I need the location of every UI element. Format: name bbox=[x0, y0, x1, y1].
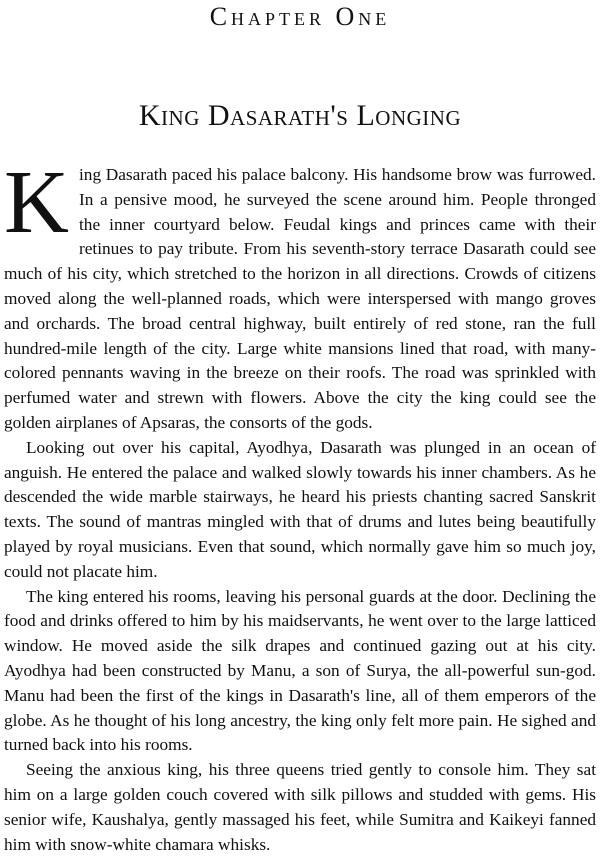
chapter-body bbox=[4, 153, 596, 857]
paragraph-1 bbox=[4, 153, 596, 436]
drop-cap: K bbox=[4, 153, 69, 252]
paragraph-2: Looking out over his capital, Ayodhya, Dasarath was plunged in an ocean of anguish. He entered the palace and walked slowly towards his inner chambers. As he descended the wide marble stairways, he heard his priests chanting sacred Sanskrit texts. The sound of mantras mingled with that of drums and lutes being beautifully played by royal musicians. Even that sound, which normally gave him so much joy, could not placate him. bbox=[4, 437, 596, 581]
paragraph-4: Seeing the anxious king, his three queens tried gently to console him. They sat him on a large golden couch covered with silk pillows and studded with gems. His senior wife, Kaushalya, gently massaged his feet, while Sumitra and Kaikeyi fanned him with snow-white chamara whisks. bbox=[4, 760, 596, 854]
chapter-heading: Chapter One bbox=[209, 2, 391, 31]
paragraph-3: The king entered his rooms, leaving his personal guards at the door. Declining the food and drinks offered to him by his maidservants, he went over to the large latticed window. He moved aside the silk drapes and continued gazing out at his city. Ayodhya had been constructed by Manu, a son of Surya, the all-powerful sun-god. Manu had been the first of the kings in Dasarath's line, all of them emperors of the globe. As he thought of his long ancestry, the king only felt more pain. He sighed and turned back into his rooms. bbox=[4, 586, 596, 755]
chapter-title: King Dasarath's Longing bbox=[138, 99, 462, 132]
paragraph-1-text: ing Dasarath paced his palace balcony. His handsome brow was furrowed. In a pensive mood, he surveyed the scene around him. People thronged the inner courtyard below. Feudal kings and princes came with their retinues to pay tribute. From his seventh-story terrace Dasarath could see much of his city, which stretched to the horizon in all directions. Crowds of citizens moved along the well-planned roads, which were interspersed with mango groves and orchards. The broad central highway, built entirely of red stone, ran the full hundred-mile length of the city. Large white mansions lined that road, with many-colored pennants waving in the breeze on their roofs. The road was sprinkled with perfumed water and strewn with flowers. Above the city the king could see the golden airplanes of Apsaras, the consorts of the gods. bbox=[4, 165, 596, 432]
